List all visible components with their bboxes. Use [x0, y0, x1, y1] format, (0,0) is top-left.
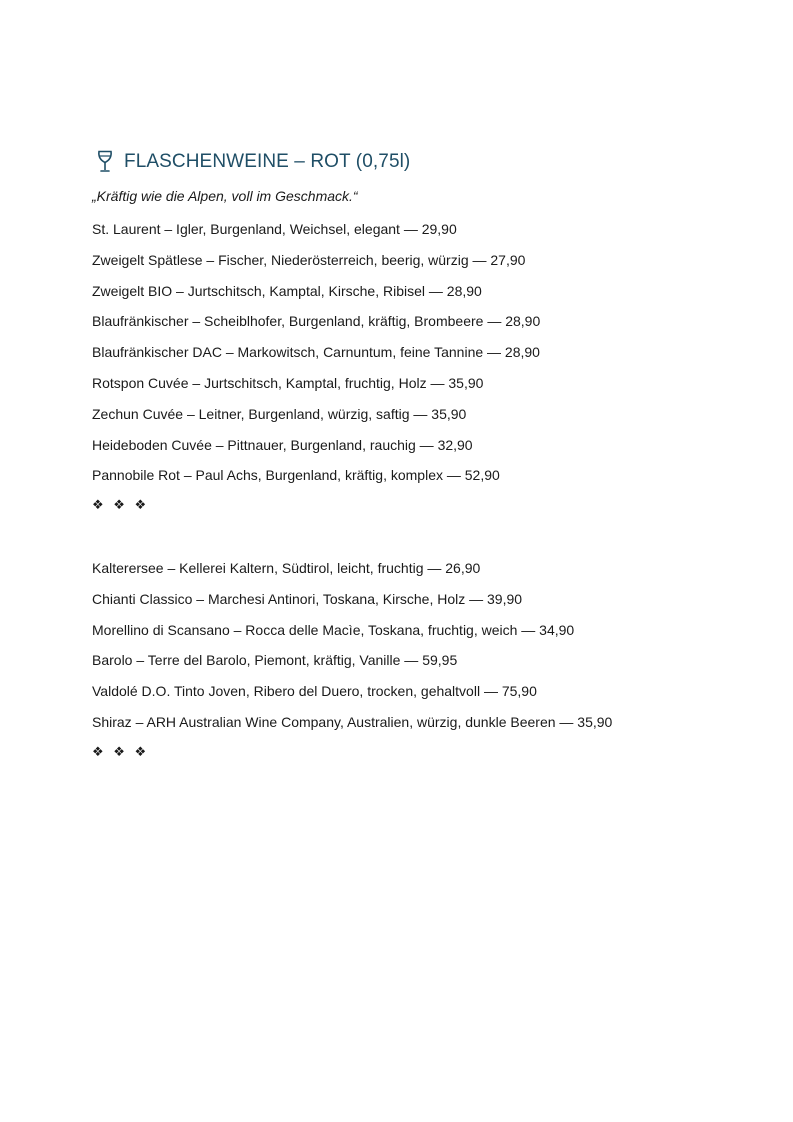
ornament-divider: ❖ ❖ ❖ [92, 744, 150, 759]
wine-list-international [92, 558, 612, 743]
list-item: Rotspon Cuvée – Jurtschitsch, Kamptal, fruchtig, Holz — 35,90 [92, 374, 484, 391]
list-item: Kalterersee – Kellerei Kaltern, Südtirol, leicht, fruchtig — 26,90 [92, 560, 481, 576]
wine-list-austria [92, 219, 540, 496]
list-item: Shiraz – ARH Australian Wine Company, Australien, würzig, dunkle Beeren — 35,90 [92, 713, 613, 730]
list-item: Zweigelt Spätlese – Fischer, Niederösterreich, beerig, würzig — 27,90 [92, 251, 526, 268]
tagline: „Kräftig wie die Alpen, voll im Geschmack.“ [92, 188, 358, 204]
list-item: Zweigelt BIO – Jurtschitsch, Kamptal, Kirsche, Ribisel — 28,90 [92, 282, 482, 299]
section-heading [96, 150, 410, 174]
list-item: St. Laurent – Igler, Burgenland, Weichsel, elegant — 29,90 [92, 221, 457, 237]
list-item: Chianti Classico – Marchesi Antinori, Toskana, Kirsche, Holz — 39,90 [92, 590, 523, 607]
wine-glass-icon [96, 150, 114, 174]
list-item: Blaufränkischer DAC – Markowitsch, Carnuntum, feine Tannine — 28,90 [92, 344, 540, 361]
list-item: Blaufränkischer – Scheiblhofer, Burgenland, kräftig, Brombeere — 28,90 [92, 313, 541, 330]
list-item: Heideboden Cuvée – Pittnauer, Burgenland, rauchig — 32,90 [92, 436, 473, 453]
list-item: Morellino di Scansano – Rocca delle Macìe, Toskana, fruchtig, weich — 34,90 [92, 621, 575, 638]
page-title: FLASCHENWEINE – ROT (0,75l) [124, 151, 411, 172]
ornament-divider: ❖ ❖ ❖ [92, 497, 150, 512]
list-item: Pannobile Rot – Paul Achs, Burgenland, kräftig, komplex — 52,90 [92, 467, 500, 484]
list-item: Valdolé D.O. Tinto Joven, Ribero del Duero, trocken, gehaltvoll — 75,90 [92, 683, 537, 700]
list-item: Barolo – Terre del Barolo, Piemont, kräftig, Vanille — 59,95 [92, 652, 458, 669]
list-item: Zechun Cuvée – Leitner, Burgenland, würzig, saftig — 35,90 [92, 405, 467, 422]
